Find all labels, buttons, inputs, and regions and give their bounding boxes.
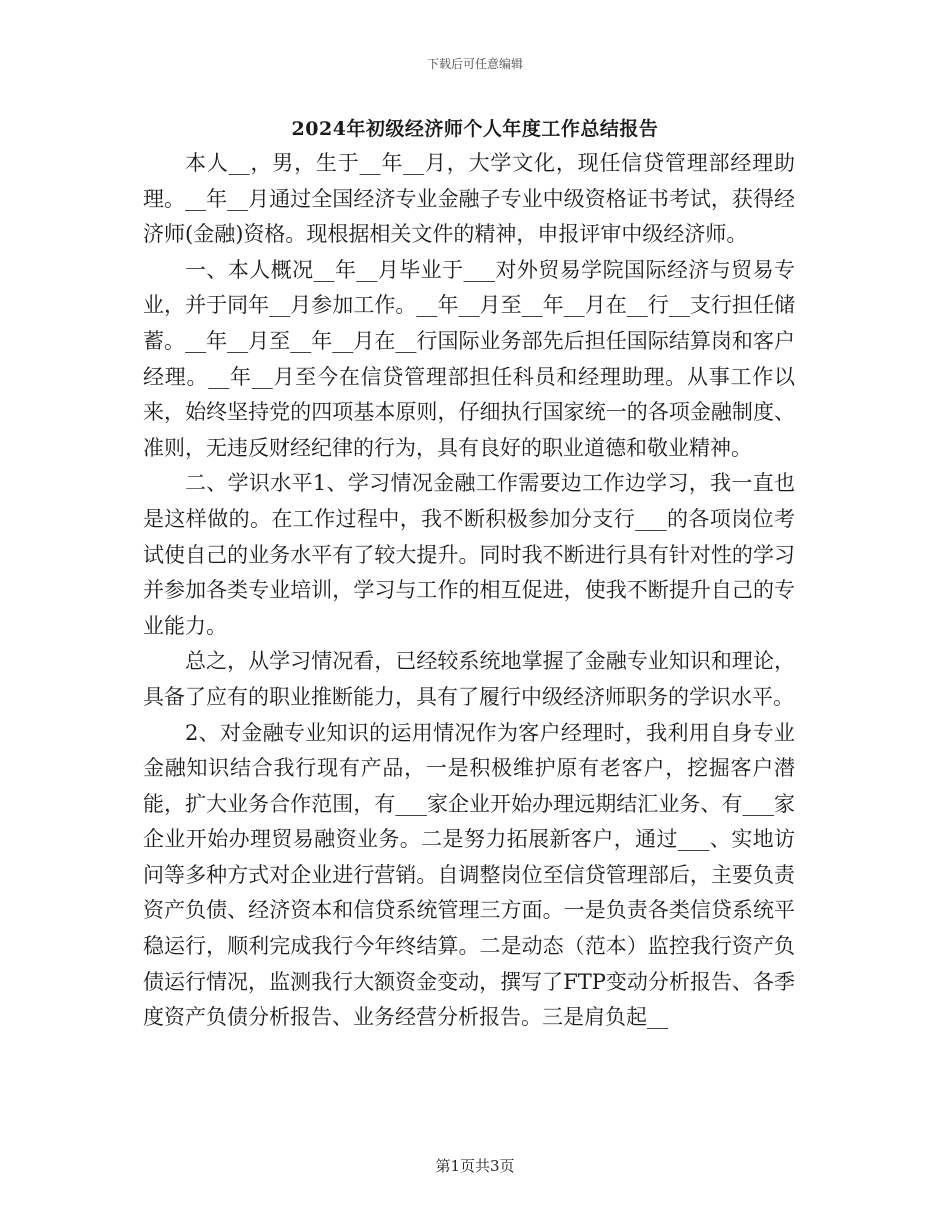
document-body [143, 146, 795, 1036]
paragraph-application: 2、对金融专业知识的运用情况作为客户经理时，我利用自身专业金融知识结合我行现有产品，一是积极维护原有老客户，挖掘客户潜能，扩大业务合作范围，有___家企业开始办理远期结汇业务、有___家企业开始办理贸易融资业务。二是努力拓展新客户，通过___、实地访问等多种方式对企业进行营销。自调整岗位至信贷管理部后，主要负责资产负债、经济资本和信贷系统管理三方面。一是负责各类信贷系统平稳运行，顺利完成我行今年终结算。二是动态（范本）监控我行资产负债运行情况，监测我行大额资金变动，撰写了FTP变动分析报告、各季度资产负债分析报告、业务经营分析报告。三是肩负起__ [143, 720, 795, 1030]
paragraph-overview: 一、本人概况__年__月毕业于___对外贸易学院国际经济与贸易专业，并于同年__月参加工作。__年__月至__年__月在__行__支行担任储蓄。__年__月至__年__月在__行国际业务部先后担任国际结算岗和客户经理。__年__月至今在信贷管理部担任科员和经理助理。从事工作以来，始终坚持党的四项基本原则，仔细执行国家统一的各项金融制度、准则，无违反财经纪律的行为，具有良好的职业道德和敬业精神。 [143, 257, 795, 460]
paragraph-knowledge: 二、学识水平1、学习情况金融工作需要边工作边学习，我一直也是这样做的。在工作过程中，我不断积极参加分支行___的各项岗位考试使自己的业务水平有了较大提升。同时我不断进行具有针对性的学习并参加各类专业培训，学习与工作的相互促进，使我不断提升自己的专业能力。 [143, 471, 795, 638]
document-title: 2024年初级经济师个人年度工作总结报告 [291, 118, 659, 140]
page-number: 第1页共3页 [435, 1157, 515, 1175]
paragraph-summary: 总之，从学习情况看，已经较系统地掌握了金融专业知识和理论，具备了应有的职业推断能力，具有了履行中级经济师职务的学识水平。 [143, 649, 795, 709]
header-note: 下载后可任意编辑 [426, 57, 523, 71]
paragraph-intro: 本人__，男，生于__年__月，大学文化，现任信贷管理部经理助理。__年__月通过全国经济专业金融子专业中级资格证书考试，获得经济师(金融)资格。现根据相关文件的精神，申报评审中级经济师。 [143, 151, 795, 247]
